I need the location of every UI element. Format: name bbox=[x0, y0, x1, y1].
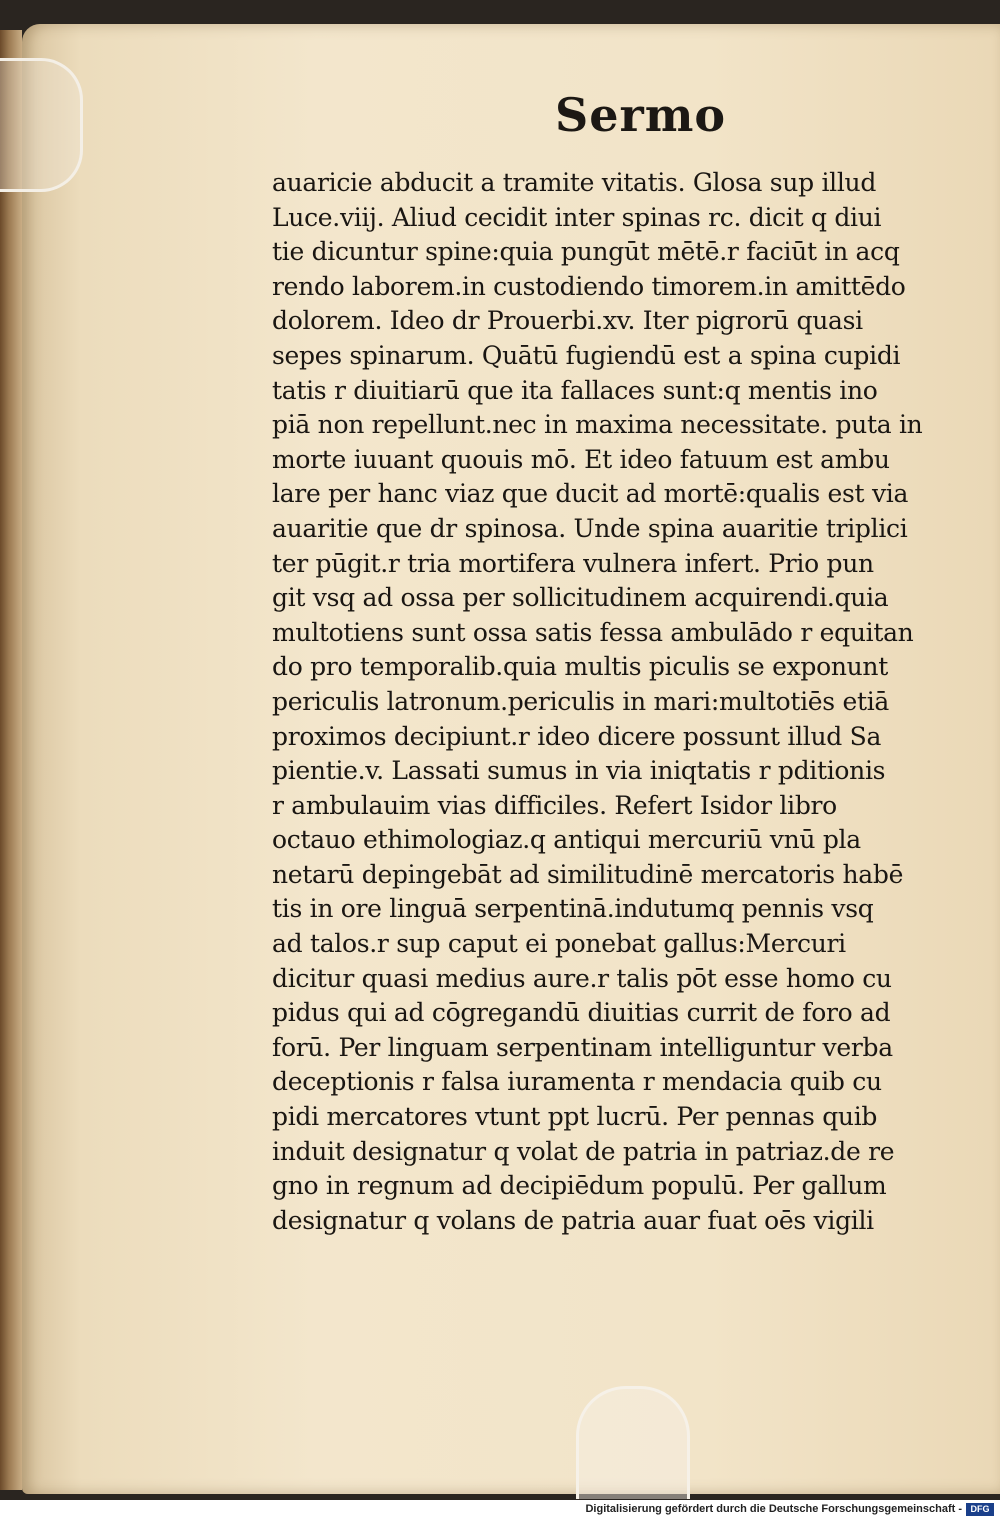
footer-credit: Digitalisierung gefördert durch die Deutsche Forschungsgemeinschaft - bbox=[585, 1503, 962, 1515]
text-line: Luce.viij. Aliud cecidit inter spinas rc. dicit q diui bbox=[272, 202, 882, 232]
text-line: r ambulauim vias difficiles. Refert Isidor libro bbox=[272, 790, 837, 820]
text-line: proximos decipiunt.r ideo dicere possunt illud Sa bbox=[272, 721, 882, 751]
page-tab-bottom bbox=[576, 1386, 690, 1499]
text-line: rendo laborem.in custodiendo timorem.in amittēdo bbox=[272, 271, 906, 301]
text-line: periculis latronum.periculis in mari:multotiēs etiā bbox=[272, 686, 890, 716]
text-line: forū. Per linguam serpentinam intelliguntur verba bbox=[272, 1032, 893, 1062]
text-line: octauo ethimologiaz.q antiqui mercuriū vnū pla bbox=[272, 825, 861, 855]
text-line: dicitur quasi medius aure.r talis pōt esse homo cu bbox=[272, 963, 892, 993]
text-line: piā non repellunt.nec in maxima necessitate. puta in bbox=[272, 410, 923, 440]
text-line: do pro temporalib.quia multis piculis se exponunt bbox=[272, 652, 888, 682]
page-tab-left bbox=[0, 58, 83, 192]
text-line: auaritie que dr spinosa. Unde spina auaritie triplici bbox=[272, 513, 908, 543]
text-line: git vsq ad ossa per sollicitudinem acquirendi.quia bbox=[272, 583, 889, 613]
text-line: lare per hanc viaz que ducit ad mortē:qualis est via bbox=[272, 479, 909, 509]
text-line: gno in regnum ad decipiēdum populū. Per gallum bbox=[272, 1171, 887, 1201]
text-line: morte iuuant quouis mō. Et ideo fatuum est ambu bbox=[272, 444, 890, 474]
text-line: designatur q volans de patria auar fuat oēs vigili bbox=[272, 1205, 874, 1235]
text-line: ter pūgit.r tria mortifera vulnera infert. Prio pun bbox=[272, 548, 874, 578]
running-head: Sermo bbox=[555, 88, 727, 142]
text-line: pidus qui ad cōgregandū diuitias currit de foro ad bbox=[272, 998, 891, 1028]
text-line: auaricie abducit a tramite vitatis. Glosa sup illud bbox=[272, 168, 877, 197]
dfg-logo[interactable]: DFG bbox=[966, 1503, 994, 1516]
text-line: tie dicuntur spine:quia pungūt mētē.r faciūt in acq bbox=[272, 237, 900, 267]
text-line: deceptionis r falsa iuramenta r mendacia quib cu bbox=[272, 1067, 882, 1097]
text-block bbox=[272, 166, 992, 1238]
text-line: multotiens sunt ossa satis fessa ambulādo r equitan bbox=[272, 617, 914, 647]
text-line: netarū depingebāt ad similitudinē mercatoris habē bbox=[272, 859, 904, 889]
page-edge bbox=[0, 30, 22, 1490]
text-line: pientie.v. Lassati sumus in via iniqtatis r pditionis bbox=[272, 756, 886, 786]
text-line: sepes spinarum. Quātū fugiendū est a spina cupidi bbox=[272, 340, 901, 370]
text-line: pidi mercatores vtunt ppt lucrū. Per pennas quib bbox=[272, 1102, 878, 1132]
text-line: ad talos.r sup caput ei ponebat gallus:Mercuri bbox=[272, 929, 846, 959]
footer bbox=[0, 1500, 1000, 1520]
text-line: dolorem. Ideo dr Prouerbi.xv. Iter pigrorū quasi bbox=[272, 306, 863, 336]
text-line: induit designatur q volat de patria in patriaz.de re bbox=[272, 1136, 895, 1166]
text-line: tis in ore linguā serpentinā.indutumq pennis vsq bbox=[272, 894, 874, 924]
text-line: tatis r diuitiarū que ita fallaces sunt:q mentis ino bbox=[272, 375, 878, 405]
